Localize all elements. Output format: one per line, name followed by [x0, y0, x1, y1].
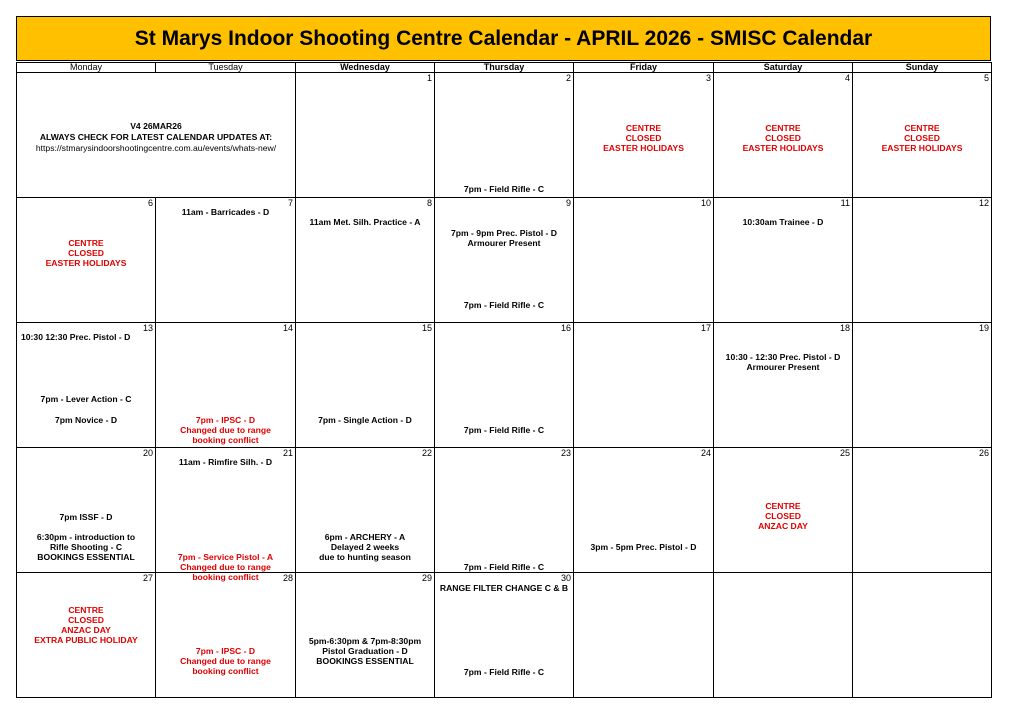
day-cell — [853, 198, 992, 323]
event: 11am - Barricades - D — [181, 207, 270, 217]
event-closed: EXTRA PUBLIC HOLIDAY — [34, 635, 138, 645]
day-cell — [435, 448, 574, 573]
event-changed: 7pm - IPSC - D — [195, 415, 256, 425]
day-cell — [17, 323, 156, 448]
day-number: 15 — [421, 323, 432, 333]
header-thursday: Thursday — [435, 63, 574, 73]
day-number: 14 — [282, 323, 293, 333]
event-closed: EASTER HOLIDAYS — [45, 258, 127, 268]
event-note: booking conflict — [192, 666, 259, 676]
day-cell — [17, 448, 156, 573]
event-closed: EASTER HOLIDAYS — [603, 143, 684, 153]
day-number: 1 — [426, 73, 432, 83]
event: Pistol Graduation - D — [322, 646, 408, 656]
day-cell — [714, 198, 853, 323]
event-closed: EASTER HOLIDAYS — [881, 143, 963, 153]
update-url[interactable]: https://stmarysindoorshootingcentre.com.au/events/whats-new/ — [35, 143, 277, 153]
day-cell — [296, 448, 435, 573]
event-closed: CLOSED — [68, 615, 104, 625]
event: 7pm - Field Rifle - C — [463, 562, 545, 572]
day-number: 30 — [560, 573, 571, 583]
event: 10:30 - 12:30 Prec. Pistol - D — [725, 352, 841, 362]
day-cell — [156, 323, 296, 448]
header-friday: Friday — [574, 63, 714, 73]
day-cell — [574, 448, 714, 573]
day-number: 13 — [142, 323, 153, 333]
event-changed: 7pm - Service Pistol - A — [177, 552, 274, 562]
week-row — [17, 323, 992, 448]
event-closed: CLOSED — [765, 133, 801, 143]
event-closed: ANZAC DAY — [758, 521, 808, 531]
event: 10:30am Trainee - D — [742, 217, 824, 227]
day-number: 29 — [421, 573, 432, 583]
day-cell — [714, 73, 853, 198]
event-note: booking conflict — [192, 435, 259, 445]
day-cell — [574, 198, 714, 323]
update-notice: ALWAYS CHECK FOR LATEST CALENDAR UPDATES AT: — [39, 132, 273, 142]
event: 11am Met. Silh. Practice - A — [309, 217, 421, 227]
header-tuesday: Tuesday — [156, 63, 296, 73]
day-number: 6 — [147, 198, 153, 208]
event-closed: EASTER HOLIDAYS — [742, 143, 824, 153]
day-cell — [296, 323, 435, 448]
page-title: St Marys Indoor Shooting Centre Calendar - APRIL 2026 - SMISC Calendar — [16, 16, 991, 61]
event-closed: CENTRE — [68, 605, 104, 615]
day-cell — [296, 573, 435, 698]
weekday-header-row — [17, 63, 992, 73]
event-note: Changed due to range — [180, 425, 271, 435]
info-cell — [17, 73, 296, 198]
event: 7pm - 9pm Prec. Pistol - D — [450, 228, 558, 238]
week-row — [17, 448, 992, 573]
event-closed: CLOSED — [625, 133, 662, 143]
event: 5pm-6:30pm & 7pm-8:30pm — [308, 636, 422, 646]
day-number: 17 — [700, 323, 711, 333]
event-note: BOOKINGS ESSENTIAL — [37, 552, 135, 562]
day-number: 28 — [282, 573, 293, 583]
day-number: 19 — [978, 323, 989, 333]
day-cell — [435, 198, 574, 323]
event-closed: ANZAC DAY — [61, 625, 111, 635]
day-cell — [156, 198, 296, 323]
day-number: 21 — [282, 448, 293, 458]
event-note: BOOKINGS ESSENTIAL — [316, 656, 414, 666]
day-cell-empty — [574, 573, 714, 698]
event: 7pm ISSF - D — [59, 512, 113, 522]
day-number: 11 — [840, 198, 850, 208]
event: 7pm Novice - D — [54, 415, 118, 425]
event: 6:30pm - introduction to — [36, 532, 136, 542]
event-closed: CENTRE — [904, 123, 940, 133]
day-number: 9 — [565, 198, 571, 208]
day-number: 24 — [700, 448, 711, 458]
day-number: 7 — [287, 198, 293, 208]
day-number: 25 — [839, 448, 850, 458]
day-cell — [156, 573, 296, 698]
day-number: 4 — [844, 73, 850, 83]
day-number: 26 — [978, 448, 989, 458]
event: 7pm - Field Rifle - C — [463, 667, 545, 677]
day-number: 12 — [978, 198, 989, 208]
event: 7pm - Field Rifle - C — [463, 425, 545, 435]
event-note: Delayed 2 weeks — [330, 542, 400, 552]
week-row — [17, 198, 992, 323]
event-closed: CLOSED — [904, 133, 940, 143]
event: 7pm - Field Rifle - C — [463, 300, 545, 310]
day-cell — [435, 323, 574, 448]
event: 7pm - Single Action - D — [318, 415, 412, 425]
day-cell — [574, 323, 714, 448]
header-wednesday: Wednesday — [296, 63, 435, 73]
day-cell — [714, 323, 853, 448]
event-note: Armourer Present — [746, 362, 820, 372]
event-closed: CENTRE — [765, 501, 801, 511]
event-closed: CENTRE — [625, 123, 662, 133]
event-note: Armourer Present — [467, 238, 541, 248]
header-saturday: Saturday — [714, 63, 853, 73]
day-number: 8 — [426, 198, 432, 208]
event-closed: CENTRE — [765, 123, 801, 133]
event-note: Changed due to range — [180, 562, 271, 572]
week-row — [17, 73, 992, 198]
day-cell-empty — [853, 573, 992, 698]
day-number: 10 — [700, 198, 711, 208]
event: 7pm - Field Rifle - C — [463, 184, 545, 194]
event: 6pm - ARCHERY - A — [324, 532, 406, 542]
event-closed: CENTRE — [68, 238, 104, 248]
day-cell — [17, 573, 156, 698]
day-cell — [435, 73, 574, 198]
event-note: Changed due to range — [180, 656, 271, 666]
event: Rifle Shooting - C — [49, 542, 123, 552]
day-number: 27 — [142, 573, 153, 583]
day-number: 20 — [142, 448, 153, 458]
day-cell — [714, 448, 853, 573]
event: RANGE FILTER CHANGE C & B — [439, 583, 569, 593]
day-number: 16 — [560, 323, 571, 333]
event: 11am - Rimfire Silh. - D — [178, 457, 273, 467]
day-number: 23 — [560, 448, 571, 458]
event-note: booking conflict — [192, 572, 259, 582]
day-cell-empty — [714, 573, 853, 698]
calendar-grid — [16, 62, 992, 698]
event-changed: 7pm - IPSC - D — [195, 646, 256, 656]
day-cell — [296, 73, 435, 198]
day-cell — [853, 73, 992, 198]
day-cell — [853, 448, 992, 573]
event-note: due to hunting season — [319, 552, 411, 562]
day-number: 5 — [983, 73, 989, 83]
day-cell — [296, 198, 435, 323]
day-cell — [853, 323, 992, 448]
day-number: 2 — [565, 73, 571, 83]
day-cell — [574, 73, 714, 198]
day-cell — [435, 573, 574, 698]
week-row — [17, 573, 992, 698]
event-closed: CLOSED — [68, 248, 104, 258]
day-number: 22 — [421, 448, 432, 458]
event: 7pm - Lever Action - C — [40, 394, 132, 404]
day-number: 3 — [705, 73, 711, 83]
day-cell — [17, 198, 156, 323]
event: 3pm - 5pm Prec. Pistol - D — [590, 542, 697, 552]
version-label: V4 26MAR26 — [130, 121, 182, 131]
day-number: 18 — [839, 323, 850, 333]
header-sunday: Sunday — [853, 63, 992, 73]
event-closed: CLOSED — [765, 511, 801, 521]
event: 10:30 12:30 Prec. Pistol - D — [21, 332, 131, 342]
header-monday: Monday — [17, 63, 156, 73]
